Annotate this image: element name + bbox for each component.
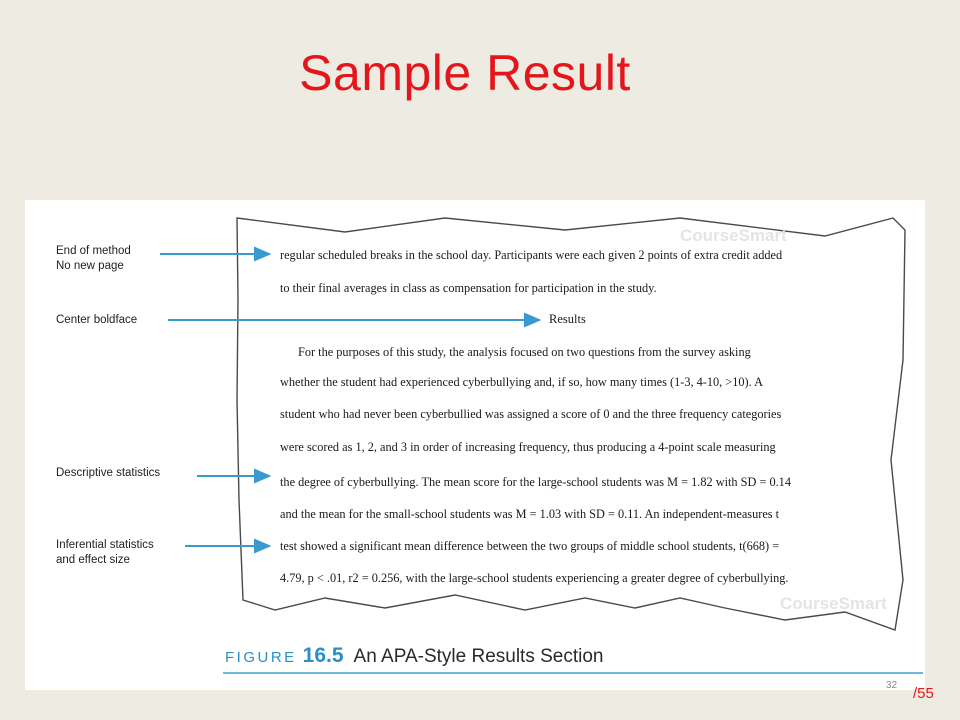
- page-number: 32: [886, 680, 898, 691]
- figure-label: FIGURE: [225, 649, 297, 666]
- watermark: CourseSmart: [680, 226, 787, 245]
- results-heading: Results: [549, 312, 586, 326]
- document-line: the degree of cyberbullying. The mean score for the large-school students was M = 1.82 with SD = 0.14: [280, 475, 791, 489]
- document-line: test showed a significant mean difference between the two groups of middle school students, t(668) =: [280, 539, 780, 553]
- total-pages: /55: [913, 685, 934, 702]
- annotation-text: Inferential statistics and effect size: [56, 539, 154, 566]
- document-line: student who had never been cyberbullied was assigned a score of 0 and the three frequency categories: [280, 407, 782, 421]
- figure-caption: [225, 644, 603, 668]
- annotation-center-boldface: [56, 313, 137, 328]
- figure-title: An APA-Style Results Section: [353, 646, 604, 667]
- page-edge: [237, 218, 905, 630]
- annotation-text: Descriptive statistics: [56, 467, 161, 479]
- document-line: For the purposes of this study, the analysis focused on two questions from the survey asking: [298, 345, 751, 359]
- annotation-text: Center boldface: [56, 314, 138, 326]
- annotation-inferential-statistics: [56, 538, 154, 568]
- figure-image: [25, 200, 925, 690]
- figure-number: 16.5: [302, 644, 344, 667]
- document-line: to their final averages in class as compensation for participation in the study.: [280, 281, 657, 295]
- annotation-descriptive-statistics: [56, 466, 160, 481]
- annotation-end-of-method: [56, 244, 131, 274]
- document-line: and the mean for the small-school students was M = 1.03 with SD = 0.11. An independent-measures t: [280, 507, 780, 521]
- annotation-text: End of method No new page: [56, 245, 131, 272]
- document-line: regular scheduled breaks in the school day. Participants were each given 2 points of extra credit added: [280, 248, 783, 262]
- slide-title: Sample Result: [299, 45, 631, 101]
- document-line: 4.79, p < .01, r2 = 0.256, with the large-school students experiencing a greater degree of cyberbullying.: [280, 571, 789, 585]
- watermark: CourseSmart: [780, 594, 887, 613]
- caption-underline: [223, 672, 923, 674]
- document-line: whether the student had experienced cyberbullying and, if so, how many times (1-3, 4-10, >10). A: [280, 375, 763, 389]
- document-line: were scored as 1, 2, and 3 in order of increasing frequency, thus producing a 4-point scale measuring: [280, 440, 776, 454]
